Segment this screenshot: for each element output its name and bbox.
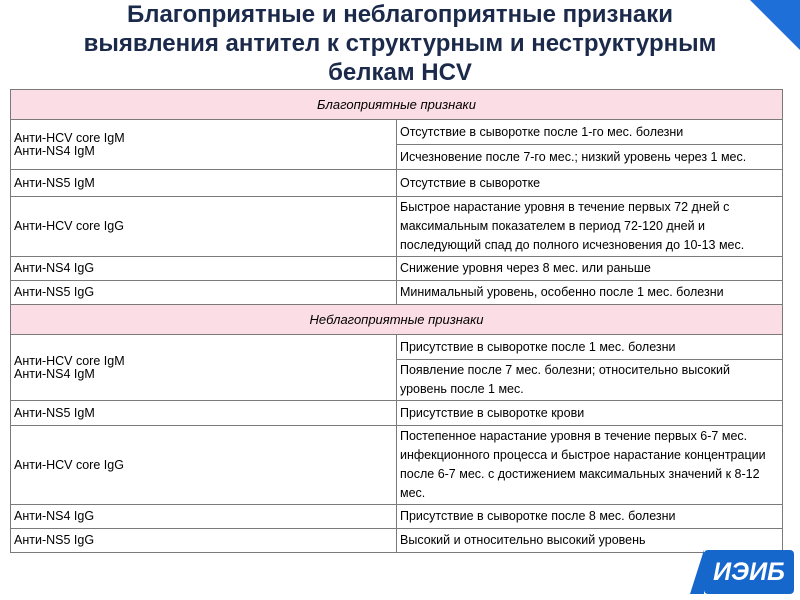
section-header-row bbox=[11, 90, 783, 120]
marker-cell: Анти-NS5 IgM bbox=[11, 170, 397, 197]
table-row bbox=[11, 335, 783, 360]
table-row bbox=[11, 401, 783, 426]
marker-cell-stacked bbox=[11, 335, 397, 401]
table-row bbox=[11, 529, 783, 553]
value-cell: Минимальный уровень, особенно после 1 мес. болезни bbox=[397, 281, 783, 305]
marker-label: Анти-NS4 IgM bbox=[14, 143, 95, 158]
page-title bbox=[0, 0, 800, 87]
value-cell: Присутствие в сыворотке после 8 мес. болезни bbox=[397, 505, 783, 529]
section-header-row bbox=[11, 305, 783, 335]
marker-cell: Анти-HCV core IgG bbox=[11, 426, 397, 505]
value-cell: Высокий и относительно высокий уровень bbox=[397, 529, 783, 553]
marker-cell: Анти-HCV core IgG bbox=[11, 197, 397, 257]
section-header-unfavorable: Неблагоприятные признаки bbox=[11, 305, 783, 335]
table-row bbox=[11, 426, 783, 505]
table-row bbox=[11, 281, 783, 305]
title-line-2: выявления антител к структурным и неструктурным bbox=[83, 30, 717, 57]
antibody-signs-table bbox=[10, 89, 783, 553]
value-cell: Постепенное нарастание уровня в течение первых 6-7 мес. инфекционного процесса и быстрое нарастание концентрации после 6-7 мес. с достижением максимальных значений к 8-12 мес. bbox=[397, 426, 783, 505]
table-row bbox=[11, 120, 783, 145]
table-row bbox=[11, 197, 783, 257]
value-cell: Отсутствие в сыворотке после 1-го мес. болезни bbox=[397, 120, 783, 145]
value-cell: Появление после 7 мес. болезни; относительно высокий уровень после 1 мес. bbox=[397, 360, 783, 401]
value-cell: Присутствие в сыворотке крови bbox=[397, 401, 783, 426]
table-row bbox=[11, 257, 783, 281]
institute-logo: ИЭИБ bbox=[704, 550, 794, 594]
marker-cell: Анти-NS5 IgM bbox=[11, 401, 397, 426]
section-header-favorable: Благоприятные признаки bbox=[11, 90, 783, 120]
marker-cell-stacked bbox=[11, 120, 397, 170]
logo-fold-decoration bbox=[690, 550, 704, 594]
table-row bbox=[11, 505, 783, 529]
marker-label: Анти-HCV core IgM bbox=[14, 353, 125, 368]
title-line-1: Благоприятные и неблагоприятные признаки bbox=[126, 1, 674, 28]
marker-cell: Анти-NS4 IgG bbox=[11, 257, 397, 281]
table-row bbox=[11, 170, 783, 197]
value-cell: Снижение уровня через 8 мес. или раньше bbox=[397, 257, 783, 281]
value-cell: Быстрое нарастание уровня в течение первых 72 дней с максимальным показателем в период 72-120 дней и последующий спад до полного исчезновения до 10-13 мес. bbox=[397, 197, 783, 257]
marker-cell: Анти-NS5 IgG bbox=[11, 281, 397, 305]
marker-cell: Анти-NS4 IgG bbox=[11, 505, 397, 529]
value-cell: Присутствие в сыворотке после 1 мес. болезни bbox=[397, 335, 783, 360]
value-cell: Исчезновение после 7-го мес.; низкий уровень через 1 мес. bbox=[397, 145, 783, 170]
marker-cell: Анти-NS5 IgG bbox=[11, 529, 397, 553]
value-cell: Отсутствие в сыворотке bbox=[397, 170, 783, 197]
marker-label: Анти-HCV core IgM bbox=[14, 130, 125, 145]
marker-label: Анти-NS4 IgM bbox=[14, 366, 95, 381]
title-line-3: белкам HCV bbox=[328, 59, 472, 86]
